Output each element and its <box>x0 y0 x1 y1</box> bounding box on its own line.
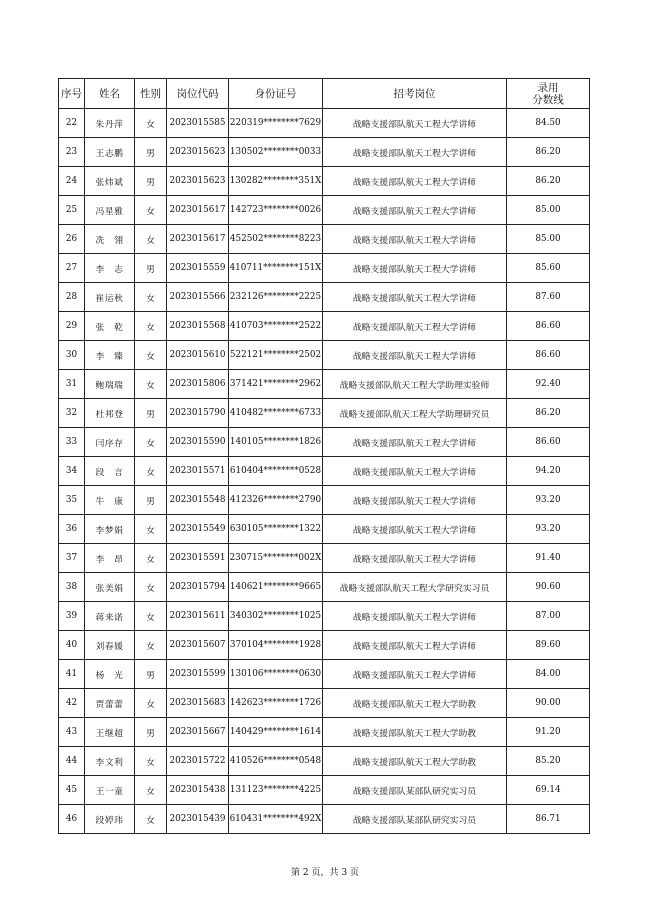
cell-score: 94.20 <box>507 457 590 486</box>
cell-id-number: 610431********492X <box>229 805 323 834</box>
cell-score: 84.50 <box>507 109 590 138</box>
cell-score: 87.00 <box>507 602 590 631</box>
cell-position: 战略支援部队航天工程大学讲师 <box>323 138 507 167</box>
table-row <box>59 718 590 747</box>
cell-seq: 27 <box>59 254 85 283</box>
header-score-line1: 录用 <box>537 81 559 94</box>
cell-score: 92.40 <box>507 370 590 399</box>
cell-position: 战略支援部队航天工程大学助理实验师 <box>323 370 507 399</box>
cell-id-number: 410703********2522 <box>229 312 323 341</box>
cell-seq: 34 <box>59 457 85 486</box>
cell-score: 91.20 <box>507 718 590 747</box>
cell-gender: 男 <box>135 167 167 196</box>
page-number: 第 2 页，共 3 页 <box>291 868 359 878</box>
table-row <box>59 805 590 834</box>
table-row <box>59 689 590 718</box>
cell-name: 李 臻 <box>85 341 135 370</box>
cell-score: 90.00 <box>507 689 590 718</box>
cell-gender: 女 <box>135 631 167 660</box>
cell-gender: 男 <box>135 718 167 747</box>
cell-position: 战略支援部队航天工程大学讲师 <box>323 341 507 370</box>
cell-name: 闫序存 <box>85 428 135 457</box>
table-row <box>59 428 590 457</box>
cell-name: 朱丹萍 <box>85 109 135 138</box>
cell-score: 90.60 <box>507 573 590 602</box>
cell-position-code: 2023015439 <box>167 805 229 834</box>
cell-name: 冯星雅 <box>85 196 135 225</box>
cell-position-code: 2023015683 <box>167 689 229 718</box>
cell-seq: 33 <box>59 428 85 457</box>
cell-position: 战略支援部队航天工程大学讲师 <box>323 544 507 573</box>
table-row <box>59 196 590 225</box>
cell-id-number: 630105********1322 <box>229 515 323 544</box>
table-row <box>59 515 590 544</box>
cell-name: 崔运秋 <box>85 283 135 312</box>
cell-position: 战略支援部队航天工程大学讲师 <box>323 283 507 312</box>
cell-seq: 44 <box>59 747 85 776</box>
cell-id-number: 230715********002X <box>229 544 323 573</box>
table-row <box>59 631 590 660</box>
cell-position: 战略支援部队某部队研究实习员 <box>323 805 507 834</box>
cell-name: 贾蕾蕾 <box>85 689 135 718</box>
cell-score: 91.40 <box>507 544 590 573</box>
header-name: 姓名 <box>85 79 135 109</box>
cell-gender: 女 <box>135 573 167 602</box>
table-row <box>59 254 590 283</box>
cell-gender: 女 <box>135 283 167 312</box>
cell-id-number: 410526********0548 <box>229 747 323 776</box>
cell-position-code: 2023015566 <box>167 283 229 312</box>
cell-seq: 41 <box>59 660 85 689</box>
table-row <box>59 573 590 602</box>
table-row <box>59 776 590 805</box>
header-id-number: 身份证号 <box>229 79 323 109</box>
cell-position: 战略支援部队航天工程大学助理研究员 <box>323 399 507 428</box>
cell-score: 86.60 <box>507 428 590 457</box>
cell-id-number: 142623********1726 <box>229 689 323 718</box>
cell-seq: 22 <box>59 109 85 138</box>
header-score <box>507 79 590 109</box>
cell-position-code: 2023015623 <box>167 167 229 196</box>
table-row <box>59 457 590 486</box>
admission-table <box>58 78 590 834</box>
cell-id-number: 130106********0630 <box>229 660 323 689</box>
cell-name: 刘春媛 <box>85 631 135 660</box>
cell-position: 战略支援部队航天工程大学讲师 <box>323 428 507 457</box>
cell-id-number: 131123********4225 <box>229 776 323 805</box>
table-row <box>59 283 590 312</box>
cell-id-number: 140429********1614 <box>229 718 323 747</box>
cell-seq: 37 <box>59 544 85 573</box>
cell-gender: 女 <box>135 805 167 834</box>
cell-name: 段婷玮 <box>85 805 135 834</box>
table-row <box>59 138 590 167</box>
cell-gender: 女 <box>135 312 167 341</box>
cell-gender: 女 <box>135 747 167 776</box>
cell-position: 战略支援部队航天工程大学讲师 <box>323 515 507 544</box>
cell-gender: 男 <box>135 254 167 283</box>
cell-gender: 男 <box>135 660 167 689</box>
cell-seq: 45 <box>59 776 85 805</box>
cell-name: 王志鹏 <box>85 138 135 167</box>
cell-position-code: 2023015568 <box>167 312 229 341</box>
cell-position: 战略支援部队航天工程大学研究实习员 <box>323 573 507 602</box>
cell-seq: 24 <box>59 167 85 196</box>
cell-seq: 38 <box>59 573 85 602</box>
cell-name: 牛 康 <box>85 486 135 515</box>
cell-id-number: 142723********0026 <box>229 196 323 225</box>
cell-gender: 女 <box>135 428 167 457</box>
cell-name: 王继超 <box>85 718 135 747</box>
cell-seq: 43 <box>59 718 85 747</box>
cell-gender: 女 <box>135 776 167 805</box>
cell-name: 张炜斌 <box>85 167 135 196</box>
cell-id-number: 610404********0528 <box>229 457 323 486</box>
cell-gender: 男 <box>135 399 167 428</box>
cell-position-code: 2023015591 <box>167 544 229 573</box>
header-position-code: 岗位代码 <box>167 79 229 109</box>
cell-seq: 26 <box>59 225 85 254</box>
cell-gender: 女 <box>135 341 167 370</box>
cell-seq: 30 <box>59 341 85 370</box>
cell-score: 87.60 <box>507 283 590 312</box>
cell-name: 王一童 <box>85 776 135 805</box>
cell-position-code: 2023015571 <box>167 457 229 486</box>
cell-position-code: 2023015617 <box>167 225 229 254</box>
cell-seq: 35 <box>59 486 85 515</box>
cell-score: 86.60 <box>507 341 590 370</box>
cell-score: 86.71 <box>507 805 590 834</box>
cell-score: 93.20 <box>507 486 590 515</box>
cell-position-code: 2023015607 <box>167 631 229 660</box>
cell-position: 战略支援部队航天工程大学讲师 <box>323 225 507 254</box>
cell-gender: 女 <box>135 544 167 573</box>
cell-seq: 46 <box>59 805 85 834</box>
cell-name: 杨 光 <box>85 660 135 689</box>
cell-gender: 男 <box>135 138 167 167</box>
table-row <box>59 486 590 515</box>
cell-position-code: 2023015585 <box>167 109 229 138</box>
cell-position: 战略支援部队航天工程大学讲师 <box>323 602 507 631</box>
cell-seq: 39 <box>59 602 85 631</box>
cell-name: 张 乾 <box>85 312 135 341</box>
cell-score: 85.00 <box>507 225 590 254</box>
cell-id-number: 370104********1928 <box>229 631 323 660</box>
cell-gender: 女 <box>135 457 167 486</box>
cell-position-code: 2023015559 <box>167 254 229 283</box>
cell-name: 冼 翎 <box>85 225 135 254</box>
cell-position-code: 2023015610 <box>167 341 229 370</box>
cell-gender: 女 <box>135 225 167 254</box>
cell-score: 86.20 <box>507 399 590 428</box>
cell-position: 战略支援部队航天工程大学助教 <box>323 747 507 776</box>
table-row <box>59 602 590 631</box>
cell-score: 69.14 <box>507 776 590 805</box>
cell-id-number: 140621********9665 <box>229 573 323 602</box>
cell-seq: 28 <box>59 283 85 312</box>
cell-name: 蒋来诺 <box>85 602 135 631</box>
cell-score: 93.20 <box>507 515 590 544</box>
table-header-row <box>59 79 590 109</box>
cell-seq: 40 <box>59 631 85 660</box>
cell-score: 89.60 <box>507 631 590 660</box>
cell-score: 85.00 <box>507 196 590 225</box>
cell-gender: 男 <box>135 486 167 515</box>
cell-gender: 女 <box>135 196 167 225</box>
cell-id-number: 340302********1025 <box>229 602 323 631</box>
cell-name: 鲍瑞瑞 <box>85 370 135 399</box>
cell-position: 战略支援部队某部队研究实习员 <box>323 776 507 805</box>
cell-position: 战略支援部队航天工程大学讲师 <box>323 196 507 225</box>
header-gender: 性别 <box>135 79 167 109</box>
cell-position-code: 2023015623 <box>167 138 229 167</box>
cell-id-number: 130282********351X <box>229 167 323 196</box>
table-row <box>59 747 590 776</box>
cell-id-number: 130502********0033 <box>229 138 323 167</box>
cell-position-code: 2023015599 <box>167 660 229 689</box>
table-row <box>59 399 590 428</box>
cell-position: 战略支援部队航天工程大学讲师 <box>323 660 507 689</box>
cell-name: 张美娟 <box>85 573 135 602</box>
cell-seq: 23 <box>59 138 85 167</box>
cell-seq: 42 <box>59 689 85 718</box>
cell-position-code: 2023015722 <box>167 747 229 776</box>
header-position: 招考岗位 <box>323 79 507 109</box>
cell-score: 86.60 <box>507 312 590 341</box>
cell-id-number: 410482********6733 <box>229 399 323 428</box>
cell-score: 86.20 <box>507 138 590 167</box>
table-row <box>59 109 590 138</box>
cell-score: 84.00 <box>507 660 590 689</box>
cell-name: 杜邦登 <box>85 399 135 428</box>
table-row <box>59 544 590 573</box>
cell-position-code: 2023015590 <box>167 428 229 457</box>
cell-position-code: 2023015548 <box>167 486 229 515</box>
cell-gender: 女 <box>135 689 167 718</box>
cell-name: 段 言 <box>85 457 135 486</box>
cell-gender: 女 <box>135 109 167 138</box>
cell-seq: 29 <box>59 312 85 341</box>
cell-name: 李梦娟 <box>85 515 135 544</box>
cell-score: 85.20 <box>507 747 590 776</box>
cell-gender: 女 <box>135 602 167 631</box>
cell-position-code: 2023015667 <box>167 718 229 747</box>
cell-position: 战略支援部队航天工程大学讲师 <box>323 254 507 283</box>
cell-score: 86.20 <box>507 167 590 196</box>
cell-position-code: 2023015438 <box>167 776 229 805</box>
cell-id-number: 220319********7629 <box>229 109 323 138</box>
table-row <box>59 225 590 254</box>
cell-id-number: 410711********151X <box>229 254 323 283</box>
cell-position: 战略支援部队航天工程大学讲师 <box>323 109 507 138</box>
cell-id-number: 232126********2225 <box>229 283 323 312</box>
cell-seq: 36 <box>59 515 85 544</box>
cell-name: 李 昂 <box>85 544 135 573</box>
cell-position-code: 2023015806 <box>167 370 229 399</box>
cell-position-code: 2023015794 <box>167 573 229 602</box>
table-body <box>59 109 590 834</box>
cell-gender: 女 <box>135 370 167 399</box>
cell-position-code: 2023015790 <box>167 399 229 428</box>
table-row <box>59 167 590 196</box>
cell-position-code: 2023015611 <box>167 602 229 631</box>
cell-position-code: 2023015549 <box>167 515 229 544</box>
header-seq: 序号 <box>59 79 85 109</box>
table-row <box>59 660 590 689</box>
cell-id-number: 412326********2790 <box>229 486 323 515</box>
cell-id-number: 371421********2962 <box>229 370 323 399</box>
cell-position-code: 2023015617 <box>167 196 229 225</box>
cell-id-number: 140105********1826 <box>229 428 323 457</box>
cell-position: 战略支援部队航天工程大学讲师 <box>323 631 507 660</box>
cell-position: 战略支援部队航天工程大学讲师 <box>323 312 507 341</box>
cell-name: 李文利 <box>85 747 135 776</box>
table-row <box>59 370 590 399</box>
cell-seq: 25 <box>59 196 85 225</box>
cell-score: 85.60 <box>507 254 590 283</box>
cell-position: 战略支援部队航天工程大学助教 <box>323 718 507 747</box>
cell-position: 战略支援部队航天工程大学讲师 <box>323 457 507 486</box>
table-row <box>59 341 590 370</box>
table-row <box>59 312 590 341</box>
cell-id-number: 522121********2502 <box>229 341 323 370</box>
cell-seq: 32 <box>59 399 85 428</box>
cell-seq: 31 <box>59 370 85 399</box>
cell-position: 战略支援部队航天工程大学讲师 <box>323 167 507 196</box>
cell-position: 战略支援部队航天工程大学助教 <box>323 689 507 718</box>
cell-id-number: 452502********8223 <box>229 225 323 254</box>
header-score-line2: 分数线 <box>532 93 564 106</box>
cell-name: 李 志 <box>85 254 135 283</box>
cell-position: 战略支援部队航天工程大学讲师 <box>323 486 507 515</box>
cell-gender: 女 <box>135 515 167 544</box>
